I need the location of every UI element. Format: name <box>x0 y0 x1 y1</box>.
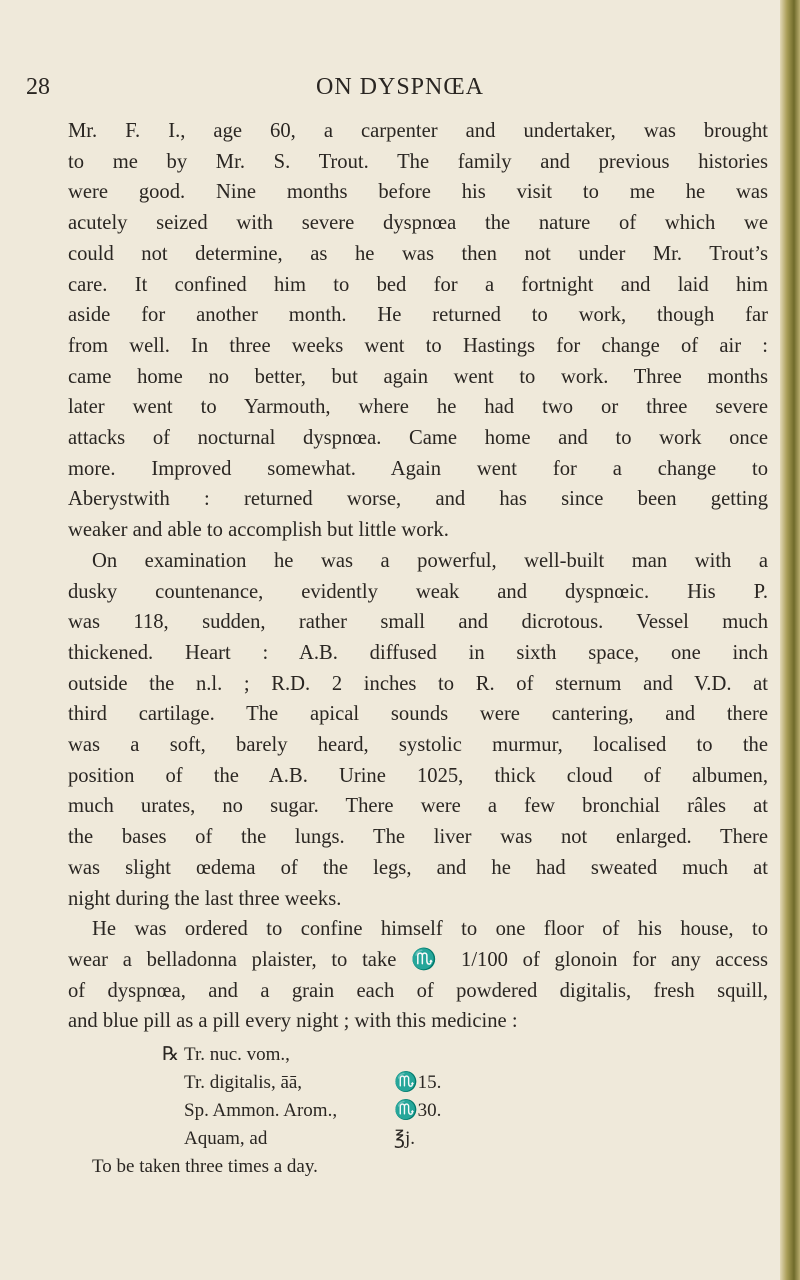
recipe-symbol: ℞ <box>162 1044 180 1066</box>
text-line: care. It confined him to bed for a fortnight and laid him <box>68 273 768 296</box>
case-history-paragraph <box>68 116 768 546</box>
page-header <box>0 74 800 110</box>
prescription-amount: ♏15. <box>394 1072 442 1094</box>
examination-paragraph <box>68 546 768 914</box>
text-line: outside the n.l. ; R.D. 2 inches to R. of sternum and V.D. at <box>68 672 768 695</box>
prescription-amount: ℥j. <box>394 1128 416 1150</box>
text-line: On examination he was a powerful, well-built man with a <box>92 549 768 572</box>
prescription-ingredient: Tr. nuc. vom., <box>184 1044 290 1066</box>
running-head: ON DYSPNŒA <box>315 74 485 100</box>
text-line: later went to Yarmouth, where he had two or three severe <box>68 396 768 419</box>
text-line: attacks of nocturnal dyspnœa. Came home and to work once <box>68 427 768 450</box>
text-line: He was ordered to confine himself to one floor of his house, to <box>92 918 768 941</box>
text-line: third cartilage. The apical sounds were cantering, and there <box>68 703 768 726</box>
text-line: were good. Nine months before his visit to me he was <box>68 181 768 204</box>
prescription-directions: To be taken three times a day. <box>92 1156 318 1178</box>
text-line: came home no better, but again went to work. Three months <box>68 365 768 388</box>
text-line: from well. In three weeks went to Hastings for change of air : <box>68 334 768 357</box>
prescription-ingredient: Sp. Ammon. Arom., <box>184 1100 338 1122</box>
text-line: aside for another month. He returned to work, though far <box>68 304 768 327</box>
text-line: weaker and able to accomplish but little work. <box>68 519 449 542</box>
text-line: night during the last three weeks. <box>68 887 342 910</box>
text-line: and blue pill as a pill every night ; with this medicine : <box>68 1010 518 1033</box>
treatment-paragraph <box>68 914 768 1037</box>
prescription <box>68 1041 768 1181</box>
prescription-line <box>68 1097 768 1125</box>
prescription-amount: ♏30. <box>394 1100 442 1122</box>
text-line: much urates, no sugar. There were a few bronchial râles at <box>68 795 768 818</box>
text-line: could not determine, as he was then not under Mr. Trout’s <box>68 242 768 265</box>
text-line: Mr. F. I., age 60, a carpenter and undertaker, was brought <box>68 120 768 142</box>
text-line: dusky countenance, evidently weak and dyspnœic. His P. <box>68 580 768 603</box>
prescription-line <box>68 1069 768 1097</box>
text-line: the bases of the lungs. The liver was not enlarged. There <box>68 826 768 849</box>
body-text <box>68 116 768 1181</box>
prescription-line <box>68 1041 768 1069</box>
text-line: acutely seized with severe dyspnœa the nature of which we <box>68 212 768 235</box>
text-line: wear a belladonna plaister, to take ♏ 1/100 of glonoin for any access <box>68 948 768 971</box>
text-line: position of the A.B. Urine 1025, thick cloud of albumen, <box>68 764 768 787</box>
text-line: was 118, sudden, rather small and dicrotous. Vessel much <box>68 611 768 634</box>
text-line: was a soft, barely heard, systolic murmur, localised to the <box>68 734 768 757</box>
text-line: thickened. Heart : A.B. diffused in sixth space, one inch <box>68 641 768 664</box>
text-line: Aberystwith : returned worse, and has since been getting <box>68 488 768 511</box>
prescription-ingredient: Tr. digitalis, āā, <box>184 1072 303 1094</box>
text-line: more. Improved somewhat. Again went for a change to <box>68 457 768 480</box>
text-line: of dyspnœa, and a grain each of powdered digitalis, fresh squill, <box>68 979 768 1002</box>
prescription-ingredient: Aquam, ad <box>184 1128 268 1150</box>
prescription-line <box>68 1125 768 1153</box>
text-line: was slight œdema of the legs, and he had sweated much at <box>68 856 768 879</box>
page-edge-shadow <box>780 0 800 1280</box>
page-number: 28 <box>26 74 50 100</box>
text-line: to me by Mr. S. Trout. The family and previous histories <box>68 150 768 173</box>
